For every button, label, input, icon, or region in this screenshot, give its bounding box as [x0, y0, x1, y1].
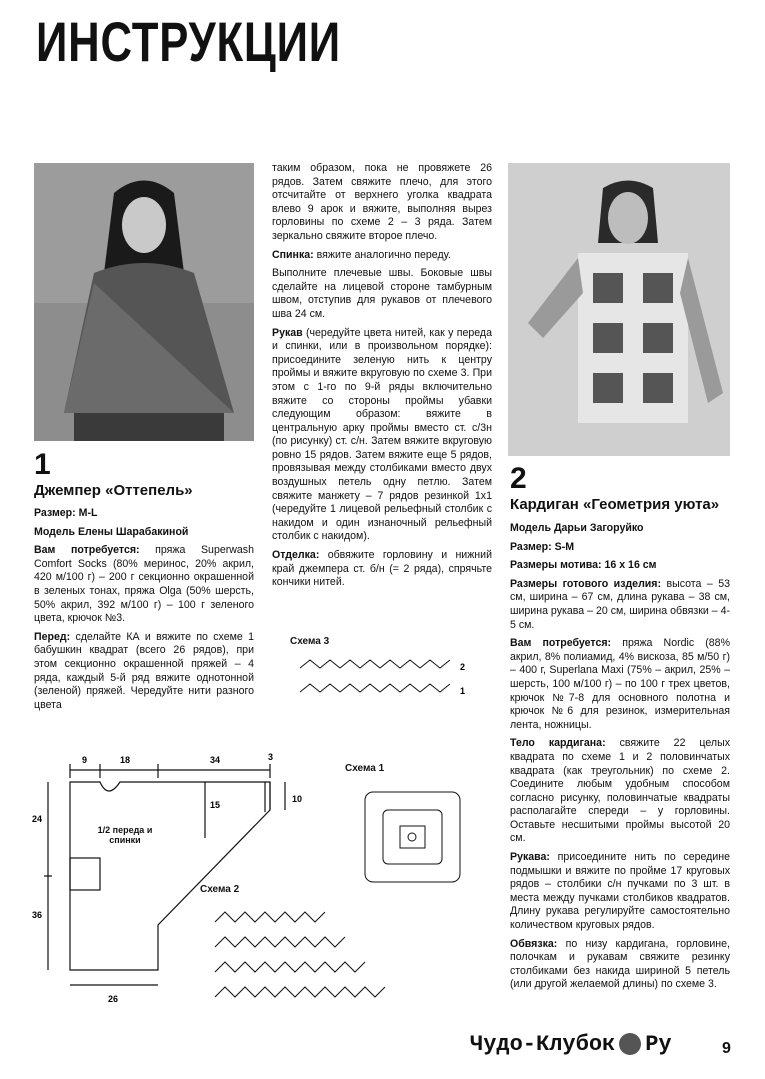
- dim-top-a: 9: [82, 755, 88, 765]
- model1-number: 1: [34, 448, 51, 481]
- schema2-chart: [205, 902, 475, 1007]
- model1-size-value: M-L: [78, 507, 98, 519]
- schema3-chart: [290, 650, 480, 710]
- page-title: ИНСТРУКЦИИ: [36, 10, 341, 73]
- model1-size-label: Размер:: [34, 507, 76, 519]
- model1-instructions: [272, 162, 492, 595]
- ball-icon: [619, 1033, 641, 1055]
- dim-cuff: 3: [268, 752, 274, 762]
- model2-dims-label: Размеры готового изделия:: [510, 577, 662, 590]
- model1-seams-text: Выполните плечевые швы. Боковые швы сделайте на лицевой стороне тамбурным швом, отступив для рукавов от плечевого шва 24 см.: [272, 267, 492, 320]
- model1-materials-label: Вам потребуется:: [34, 544, 140, 557]
- model2-edging-label: Обвязка:: [510, 937, 558, 950]
- model2-materials-text: пряжа Nordic (88% акрил, 8% полиамид, 4% вискоза, 85 м/50 г) – 400 г, Superlana Maxi (75% – акрил, 25% – шерсть, 100 м/100 г) – по 100 г трех цветов, крючок №7-8 для основного полотна и крючок №6 для резинок, измерительная лента, ножницы.: [510, 637, 730, 731]
- model1-sleeve-text: (чередуйте цвета нитей, как у переда и спинки, или в произвольном порядке): присоедините зеленую нить к центру проймы и вяжите вкруговую по схеме 3. При этом с 1-го по 9-й ряды включительно вяжите со стороны проймы убавки следующим образом: вяжите в центральную арку проймы вместо ст. с/3н (по рисунку) ст. с/н. Затем вяжите вкруговую ровно 15 рядов. Затем вяжите еще 5 рядов, провязывая между столбиками вместо двух воздушных петель одну петлю. Затем свяжите манжету – 7 рядов резинкой 1х1 (чередуйте 1 лицевой рельефный столбик с накидом и один изнаночный рельефный столбик с накидом).: [272, 326, 492, 543]
- model1-author: Модель Елены Шарабакиной: [34, 525, 189, 538]
- schema1-title: Схема 1: [345, 763, 385, 774]
- dim-bottom: 26: [108, 994, 119, 1004]
- dim-sleeve: 34: [210, 755, 221, 765]
- model1-finish-label: Отделка:: [272, 549, 320, 562]
- model2-sleeves-text: присоедините нить по середине подмышки и вяжите по пройме 17 круговых рядов – столбики с/н пучками по 3 шт. в места между пучками столбиков квадратов. Длину рукава регулируйте самостоятельно количеством круговых рядов.: [510, 851, 730, 932]
- dim-cuff-h: 10: [292, 794, 303, 804]
- footer-brand-name: Чудо-Клубок: [470, 1032, 616, 1057]
- model2-author: Модель Дарьи Загоруйко: [510, 522, 644, 534]
- model1-photo: [34, 163, 254, 441]
- model1-photo-illustration: [34, 163, 254, 441]
- model2-name: Кардиган «Геометрия уюта»: [510, 496, 720, 513]
- model1-name: Джемпер «Оттепель»: [34, 482, 193, 499]
- model2-body-label: Тело кардигана:: [510, 737, 606, 750]
- model2-photo-illustration: [508, 163, 730, 456]
- model2-motif-value: 16 х 16 см: [604, 559, 657, 572]
- footer-brand: [470, 1032, 672, 1057]
- model1-front-text: сделайте КА и вяжите по схеме 1 бабушкин квадрат (всего 26 рядов), при этом секционно окрашенной пряжей – 4 ряда, каждый 5-й ряд вяжите однотонной (зеленой) пряжей. Чередуйте нити разного цвета: [34, 630, 254, 711]
- dim-height-a: 24: [32, 814, 43, 824]
- page-number: 9: [722, 1040, 731, 1057]
- model1-back-label: Спинка:: [272, 248, 314, 261]
- model1-sleeve-label: Рукав: [272, 326, 303, 339]
- model1-details: [34, 507, 254, 717]
- schema1-chart: [355, 782, 470, 892]
- model2-size-value: S-M: [554, 540, 575, 553]
- model2-edging-text: по низу кардигана, горловине, полочкам и рукавам свяжите резинку столбиками без накида шириной 5 петель (или другой желаемой длины) по схеме 3.: [510, 937, 730, 991]
- piece-label: 1/2 переда и спинки: [97, 825, 153, 845]
- model2-materials-label: Вам потребуется:: [510, 637, 612, 650]
- dim-sleeve-h: 15: [210, 800, 221, 810]
- model2-sleeves-label: Рукава:: [510, 851, 550, 864]
- schema3-title: Схема 3: [290, 636, 330, 647]
- dim-top-b: 18: [120, 755, 131, 765]
- footer-brand-suffix: Ру: [645, 1032, 672, 1057]
- model2-details: [510, 522, 730, 997]
- schema3-row1: 1: [460, 686, 466, 696]
- model2-body-text: свяжите 22 целых квадрата по схеме 1 и 2 половинчатых квадрата (как треугольник) по схеме 2. Соедините любым удобным способом согласно рисунку, половинчатые квадраты располагайте спереди – у горловины. Оставьте несшитыми проймы высотой 20 см.: [510, 737, 730, 845]
- model2-size-label: Размер:: [510, 540, 552, 553]
- model1-shoulder-text: таким образом, пока не провяжете 26 рядов. Затем свяжите плечо, для этого отсчитайте от верхнего уголка квадрата влево 9 арок и вяжите, выполняя вырез горловины по схеме 2 – 3 ряда. Затем зеркально свяжите второе плечо.: [272, 162, 492, 242]
- model2-dims-text: высота – 53 см, ширина – 67 см, длина рукава – 38 см, ширина рукава – 20 см, ширина обвязки – 4-5 см.: [510, 577, 730, 631]
- schema2-title: Схема 2: [200, 884, 240, 895]
- model1-front-label: Перед:: [34, 630, 71, 643]
- model2-motif-label: Размеры мотива:: [510, 559, 602, 572]
- dim-height-b: 36: [32, 910, 43, 920]
- model1-back-text: вяжите аналогично переду.: [316, 248, 451, 261]
- model2-photo: [508, 163, 730, 456]
- model2-number: 2: [510, 462, 527, 495]
- model1-finish-text: обвяжите горловину и нижний край джемпера ст. б/н (= 2 ряда), спрячьте кончики нитей.: [272, 549, 492, 589]
- model1-materials-text: пряжа Superwash Comfort Socks (80% меринос, 20% акрил, 420 м/100 г) – 200 г секционно окрашенной в зеленых тонах, пряжа Olga (50% шерсть, 50% акрил, 392 м/100 г) – 100 г зеленого цвета, крючок №3.: [34, 544, 254, 625]
- schema3-row2: 2: [460, 662, 466, 672]
